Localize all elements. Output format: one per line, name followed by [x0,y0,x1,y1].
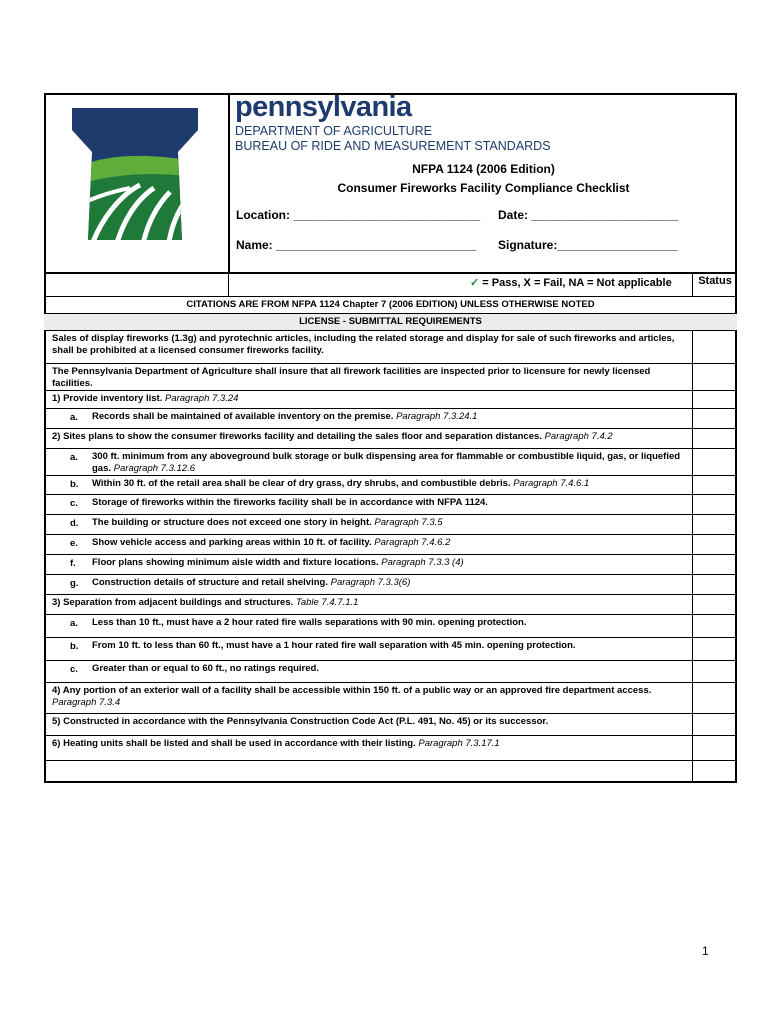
checklist-row [44,515,737,535]
requirement-text [92,497,687,509]
requirement-main: Sales of display fireworks (1.3g) and pyrotechnic articles, including the related storage and display for sale of such fireworks and articles, shall be prohibited at a licensed consumer fireworks facility. [52,333,675,356]
requirement-main: 4) Any portion of an exterior wall of a facility shall be accessible within 150 ft. of a public way or an approved fire department access. [52,685,652,696]
checklist-row [44,555,737,575]
checklist-row [44,615,737,638]
requirement-text [92,617,687,629]
checklist-row [44,429,737,449]
requirement-main: 5) Constructed in accordance with the Pennsylvania Construction Code Act (P.L. 491, No. 45) or its successor. [52,716,549,727]
requirement-main: Records shall be maintained of available inventory on the premise. [92,411,397,422]
requirement-text [92,663,687,675]
citations-header-row [44,297,737,314]
requirement-main: 1) Provide inventory list. [52,393,165,404]
status-column-header: Status [698,275,732,287]
document-title-edition: NFPA 1124 (2006 Edition) [412,162,555,176]
item-letter: b. [70,479,79,490]
status-cell[interactable] [692,391,738,409]
status-cell[interactable] [692,535,738,555]
checklist-row [44,535,737,555]
citation: Paragraph 7.3.17.1 [418,738,500,749]
keystone-logo-icon [70,100,200,248]
requirement-text [92,451,687,475]
requirement-main: From 10 ft. to less than 60 ft., must have a 1 hour rated fire wall separation with 45 min. opening protection. [92,640,576,651]
citation: Paragraph 7.3.12.6 [113,463,195,474]
checklist-row [44,736,737,761]
checklist-row [44,595,737,615]
requirement-main: 6) Heating units shall be listed and shall be used in accordance with their listing. [52,738,419,749]
status-cell[interactable] [692,595,738,615]
status-cell[interactable] [692,638,738,661]
status-cell[interactable] [692,429,738,449]
checklist-row [44,495,737,515]
status-cell[interactable] [692,364,738,391]
status-cell[interactable] [692,661,738,683]
status-cell[interactable] [692,575,738,595]
citation: Paragraph 7.4.2 [544,431,613,442]
requirement-text [92,557,687,569]
org-name: pennsylvania [235,91,412,123]
requirement-main: 300 ft. minimum from any aboveground bulk storage or bulk dispensing area for flammable or combustible liquid, gas, or liquefied gas. [92,451,681,474]
item-letter: a. [70,452,78,463]
checklist-row [44,449,737,476]
status-cell[interactable] [692,683,738,714]
checklist-row [44,409,737,429]
checklist-row [44,761,737,783]
legend-text: = Pass, X = Fail, NA = Not applicable [479,277,672,289]
requirement-text [52,366,682,390]
status-cell[interactable] [692,555,738,575]
checklist-row [44,714,737,736]
requirement-main: Show vehicle access and parking areas within 10 ft. of facility. [92,537,375,548]
status-legend [470,276,672,289]
checkmark-icon: ✓ [470,277,480,289]
date-field[interactable]: Date: ______________________ [498,208,679,222]
citation: Paragraph 7.3.3(6) [330,577,411,588]
requirement-text [52,716,682,728]
status-cell[interactable] [692,331,738,364]
status-cell[interactable] [692,409,738,429]
item-letter: c. [70,664,78,675]
item-letter: g. [70,578,79,589]
name-field[interactable]: Name: ______________________________ [236,238,477,252]
status-cell[interactable] [692,714,738,736]
header-separator [44,272,737,274]
checklist-row [44,575,737,595]
item-letter: a. [70,618,78,629]
citations-text: CITATIONS ARE FROM NFPA 1124 Chapter 7 (2006 EDITION) UNLESS OTHERWISE NOTED [186,299,595,310]
citation: Paragraph 7.3.4 [52,697,121,708]
citation: Paragraph 7.3.24 [164,393,239,404]
item-letter: b. [70,641,79,652]
requirement-main: The Pennsylvania Department of Agriculture shall insure that all firework facilities are inspected prior to licensure for newly licensed facilities. [52,366,651,389]
page-number: 1 [702,944,709,958]
requirement-main: Greater than or equal to 60 ft., no ratings required. [92,663,319,674]
item-letter: e. [70,538,78,549]
citation: Paragraph 7.3.24.1 [396,411,478,422]
requirement-main: Less than 10 ft., must have a 2 hour rated fire walls separations with 90 min. opening protection. [92,617,527,628]
item-letter: f. [70,558,76,569]
status-cell[interactable] [692,615,738,638]
requirement-main: Construction details of structure and retail shelving. [92,577,331,588]
requirement-text [92,640,687,652]
requirement-text [52,431,682,443]
signature-field[interactable]: Signature:__________________ [498,238,678,252]
citation: Paragraph 7.3.5 [374,517,443,528]
checklist-row [44,661,737,683]
requirement-main: Within 30 ft. of the retail area shall be clear of dry grass, dry shrubs, and combustible debris. [92,478,514,489]
requirement-text [92,478,687,490]
document-title: Consumer Fireworks Facility Compliance Checklist [337,181,630,195]
requirement-text [52,333,682,357]
department-name: DEPARTMENT OF AGRICULTURE [235,124,433,138]
license-section-title: LICENSE - SUBMITTAL REQUIREMENTS [299,316,482,327]
status-cell[interactable] [692,449,738,476]
requirement-text [52,738,682,750]
bureau-name: BUREAU OF RIDE AND MEASUREMENT STANDARDS [235,139,551,153]
location-field[interactable]: Location: ____________________________ [236,208,481,222]
checklist-row [44,364,737,391]
requirement-text [92,537,687,549]
status-cell[interactable] [692,515,738,535]
citation: Paragraph 7.3.3 (4) [381,557,464,568]
item-letter: a. [70,412,78,423]
requirement-main: 3) Separation from adjacent buildings and structures. [52,597,296,608]
item-letter: c. [70,498,78,509]
citation: Paragraph 7.4.6.2 [374,537,451,548]
checklist-row [44,331,737,364]
citation: Table 7.4.7.1.1 [295,597,359,608]
checklist-row [44,683,737,714]
license-header-row [44,314,737,331]
status-cell[interactable] [692,736,738,761]
requirement-main: 2) Sites plans to show the consumer fireworks facility and detailing the sales floor and separation distances. [52,431,545,442]
requirement-text [92,517,687,529]
legend-left-divider [228,272,229,296]
status-cell[interactable] [692,761,738,783]
requirement-main: The building or structure does not exceed one story in height. [92,517,375,528]
requirement-text [52,597,682,609]
checklist-row [44,476,737,495]
citation: Paragraph 7.4.6.1 [513,478,590,489]
status-divider [692,272,693,296]
requirement-main: Storage of fireworks within the fireworks facility shall be in accordance with NFPA 1124. [92,497,488,508]
requirement-text [52,685,682,709]
requirement-text [92,411,687,423]
requirement-text [52,393,682,405]
requirement-main: Floor plans showing minimum aisle width and fixture locations. [92,557,382,568]
checklist-row [44,391,737,409]
checklist-row [44,638,737,661]
requirement-text [92,577,687,589]
status-cell[interactable] [692,495,738,515]
status-cell[interactable] [692,476,738,495]
item-letter: d. [70,518,79,529]
